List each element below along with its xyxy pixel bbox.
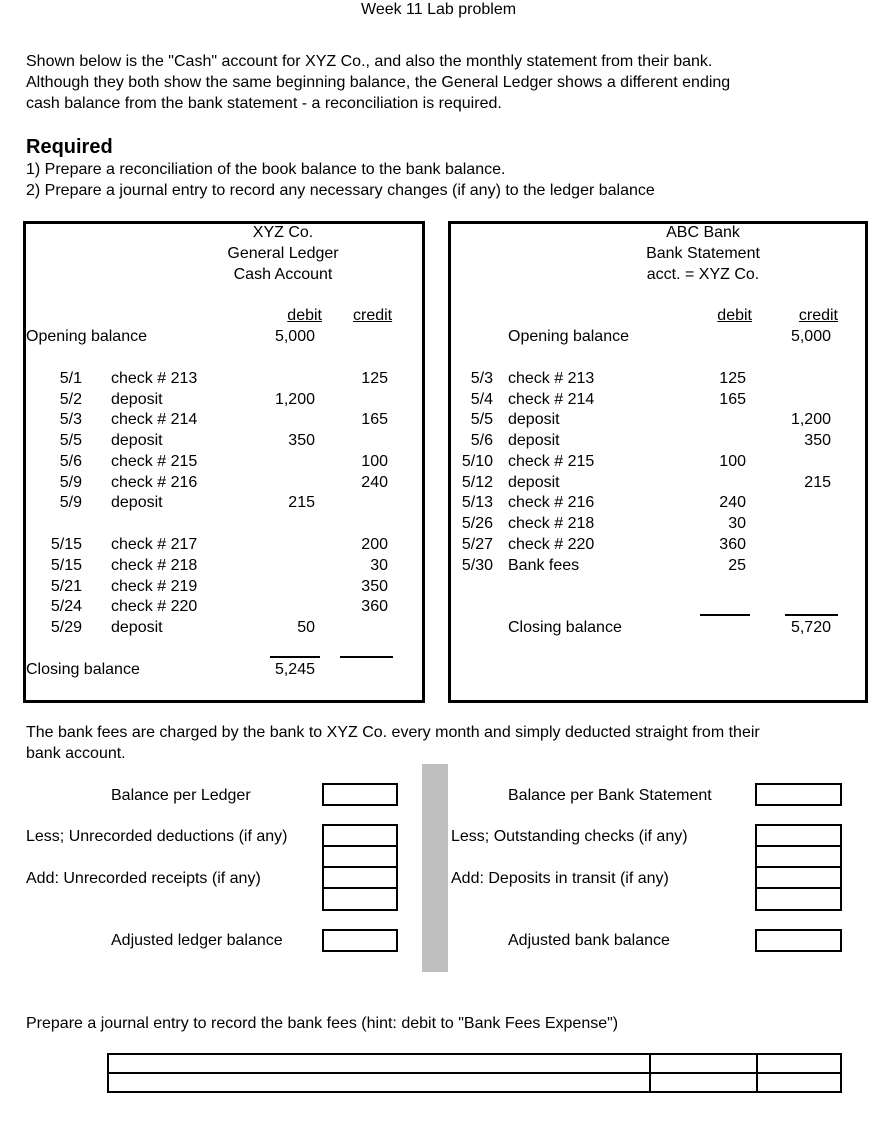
required-heading: Required [26,136,113,158]
journal-entry-table [107,1053,842,1093]
bank-debit-total-rule [700,614,750,616]
deposits-in-transit-label: Add: Deposits in transit (if any) [451,870,669,887]
bank-row-description: check # 214 [508,391,595,408]
balance-per-ledger-label: Balance per Ledger [111,787,251,804]
ledger-row-credit: 240 [361,474,388,491]
ledger-row-credit: 125 [361,370,388,387]
ledger-row-date: 5/24 [50,598,82,615]
adjusted-ledger-balance-input[interactable] [322,929,398,952]
ledger-row-debit: 50 [297,619,315,636]
bank-row-debit: 165 [719,391,746,408]
bank-account: acct. = XYZ Co. [646,266,760,283]
journal-entry-prompt: Prepare a journal entry to record the bank fees (hint: debit to "Bank Fees Expense") [26,1015,619,1032]
bank-row-debit: 240 [719,494,746,511]
ledger-row-description: check # 214 [111,411,198,428]
bank-row-date: 5/27 [461,536,493,553]
ledger-debit-header: debit [287,307,322,324]
bank-row-description: check # 213 [508,370,595,387]
required-item-1: 1) Prepare a reconciliation of the book balance to the bank balance. [26,161,506,178]
bank-adjustment-input[interactable] [757,826,840,847]
ledger-row-date: 5/5 [59,432,82,449]
bank-opening-credit: 5,000 [790,328,831,345]
bank-row-credit: 215 [804,474,831,491]
ledger-account: Cash Account [233,266,333,283]
bank-row-description: deposit [508,411,560,428]
ledger-row-description: check # 217 [111,536,198,553]
ledger-company: XYZ Co. [252,224,314,241]
journal-account-cell[interactable] [108,1054,650,1073]
page-title: Week 11 Lab problem [361,1,517,18]
bank-row-date: 5/12 [461,474,493,491]
bank-row-debit: 30 [728,515,746,532]
ledger-row-date: 5/21 [50,578,82,595]
ledger-row-credit: 350 [361,578,388,595]
bank-row-description: Bank fees [508,557,580,574]
ledger-row-credit: 200 [361,536,388,553]
bank-row-description: deposit [508,432,560,449]
adjusted-ledger-balance-label: Adjusted ledger balance [111,932,283,949]
bank-row-date: 5/4 [470,391,493,408]
intro-line: Although they both show the same beginning balance, the General Ledger shows a different ending [26,74,731,91]
adjusted-bank-balance-label: Adjusted bank balance [508,932,670,949]
ledger-row-description: check # 213 [111,370,198,387]
ledger-row-debit: 1,200 [274,391,315,408]
bank-adjustment-input[interactable] [757,868,840,889]
ledger-row-description: deposit [111,494,163,511]
bank-row-description: check # 218 [508,515,595,532]
ledger-row-date: 5/3 [59,411,82,428]
ledger-row-description: check # 219 [111,578,198,595]
ledger-row-description: check # 215 [111,453,198,470]
bank-row-description: check # 220 [508,536,595,553]
bank-debit-header: debit [717,307,752,324]
ledger-debit-total-rule [270,656,320,658]
bank-row-date: 5/5 [470,411,493,428]
ledger-title: General Ledger [227,245,339,262]
reconciliation-divider [422,764,448,972]
ledger-row-date: 5/9 [59,494,82,511]
bank-fees-note-line: The bank fees are charged by the bank to XYZ Co. every month and simply deducted straight from their [26,724,760,741]
bank-row-date: 5/30 [461,557,493,574]
bank-row-date: 5/3 [470,370,493,387]
required-item-2: 2) Prepare a journal entry to record any necessary changes (if any) to the ledger balance [26,182,655,199]
journal-credit-cell[interactable] [757,1054,841,1073]
outstanding-checks-label: Less; Outstanding checks (if any) [451,828,688,845]
ledger-row-date: 5/6 [59,453,82,470]
balance-per-bank-input[interactable] [755,783,842,806]
bank-row-date: 5/26 [461,515,493,532]
ledger-row-credit: 165 [361,411,388,428]
ledger-row-description: deposit [111,619,163,636]
ledger-row-date: 5/29 [50,619,82,636]
ledger-adjustment-input[interactable] [324,826,396,847]
unrecorded-deductions-label: Less; Unrecorded deductions (if any) [26,828,288,845]
bank-row-credit: 350 [804,432,831,449]
adjusted-bank-balance-input[interactable] [755,929,842,952]
ledger-credit-header: credit [353,307,393,324]
balance-per-ledger-input[interactable] [322,783,398,806]
ledger-row-description: check # 216 [111,474,198,491]
journal-credit-cell[interactable] [757,1073,841,1092]
bank-adjustments-inputs[interactable] [755,824,842,911]
bank-fees-note-line: bank account. [26,745,126,762]
ledger-row-credit: 360 [361,598,388,615]
bank-row-date: 5/6 [470,432,493,449]
ledger-row-date: 5/15 [50,536,82,553]
bank-title: Bank Statement [646,245,760,262]
balance-per-bank-label: Balance per Bank Statement [508,787,712,804]
bank-row-description: check # 216 [508,494,595,511]
ledger-row-description: check # 220 [111,598,198,615]
bank-closing-label: Closing balance [508,619,622,636]
journal-debit-cell[interactable] [650,1054,757,1073]
ledger-closing-label: Closing balance [26,661,140,678]
ledger-row-description: deposit [111,432,163,449]
bank-row-credit: 1,200 [790,411,831,428]
bank-row-description: check # 215 [508,453,595,470]
bank-row-debit: 360 [719,536,746,553]
bank-adjustment-input[interactable] [757,889,840,908]
intro-line: cash balance from the bank statement - a reconciliation is required. [26,95,502,112]
bank-credit-header: credit [798,307,838,324]
ledger-row-description: check # 218 [111,557,198,574]
ledger-row-date: 5/9 [59,474,82,491]
ledger-row-description: deposit [111,391,163,408]
bank-adjustment-input[interactable] [757,847,840,868]
bank-closing-credit: 5,720 [790,619,831,636]
unrecorded-receipts-label: Add: Unrecorded receipts (if any) [26,870,261,887]
ledger-row-debit: 215 [288,494,315,511]
ledger-opening-debit: 5,000 [274,328,315,345]
ledger-adjustment-input[interactable] [324,847,396,868]
ledger-row-date: 5/1 [59,370,82,387]
ledger-row-date: 5/15 [50,557,82,574]
ledger-row-date: 5/2 [59,391,82,408]
ledger-row-credit: 100 [361,453,388,470]
journal-entry-row [108,1054,841,1073]
bank-name: ABC Bank [666,224,740,241]
journal-entry-row [108,1073,841,1092]
ledger-adjustments-inputs[interactable] [322,824,398,911]
ledger-row-debit: 350 [288,432,315,449]
ledger-row-credit: 30 [370,557,388,574]
ledger-opening-label: Opening balance [26,328,147,345]
bank-row-date: 5/10 [461,453,493,470]
ledger-credit-total-rule [340,656,393,658]
bank-row-debit: 100 [719,453,746,470]
bank-row-date: 5/13 [461,494,493,511]
ledger-adjustment-input[interactable] [324,868,396,889]
ledger-adjustment-input[interactable] [324,889,396,908]
intro-line: Shown below is the "Cash" account for XYZ Co., and also the monthly statement from their bank. [26,53,713,70]
bank-row-debit: 125 [719,370,746,387]
bank-row-debit: 25 [728,557,746,574]
ledger-closing-debit: 5,245 [274,661,315,678]
journal-debit-cell[interactable] [650,1073,757,1092]
bank-credit-total-rule [785,614,838,616]
bank-opening-label: Opening balance [508,328,629,345]
bank-row-description: deposit [508,474,560,491]
journal-account-cell[interactable] [108,1073,650,1092]
